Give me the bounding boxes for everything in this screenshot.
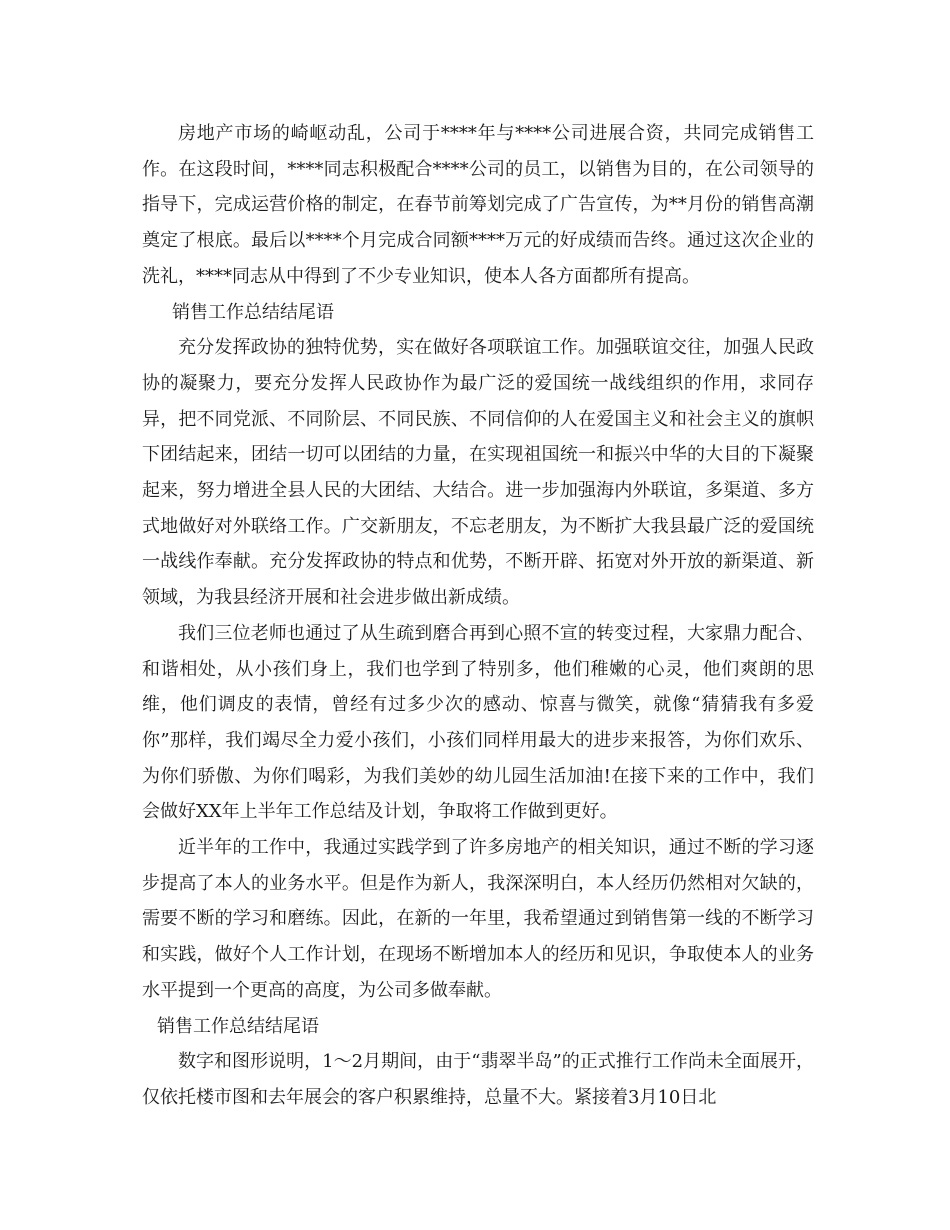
paragraph-1: 房地产市场的崎岖动乱，公司于****年与****公司进展合资，共同完成销售工作。在这段时间，****同志积极配合****公司的员工，以销售为目的，在公司领导的指导下，完成运营价格的制定，在春节前筹划完成了广告宣传，为**月份的销售高潮奠定了根底。最后以****个月完成合同额****万元的好成绩而告终。通过这次企业的洗礼，****同志从中得到了不少专业知识，使本人各方面都所有提高。 <box>142 123 814 287</box>
paragraph-3: 我们三位老师也通过了从生疏到磨合再到心照不宣的转变过程，大家鼎力配合、和谐相处，从小孩们身上，我们也学到了特别多，他们稚嫩的心灵，他们爽朗的思维，他们调皮的表情，曾经有过多少次的感动、惊喜与微笑，就像“猜猜我有多爱你”那样，我们竭尽全力爱小孩们，小孩们同样用最大的进步来报答，为你们欢乐、为你们骄傲、为你们喝彩，为我们美妙的幼儿园生活加油!在接下来的工作中，我们会做好XX年上半年工作总结及计划，争取将工作做到更好。 <box>142 622 814 823</box>
section-heading-1: 销售工作总结结尾语 <box>172 301 334 323</box>
section-heading-2: 销售工作总结结尾语 <box>157 1015 319 1037</box>
paragraph-4: 近半年的工作中，我通过实践学到了许多房地产的相关知识，通过不断的学习逐步提高了本人的业务水平。但是作为新人，我深深明白，本人经历仍然相对欠缺的，需要不断的学习和磨练。因此，在新的一年里，我希望通过到销售第一线的不断学习和实践，做好个人工作计划，在现场不断增加本人的经历和见识，争取使本人的业务水平提到一个更高的高度，为公司多做奉献。 <box>142 837 814 1001</box>
paragraph-5: 数字和图形说明，1～2月期间，由于“翡翠半岛”的正式推行工作尚未全面展开，仅依托楼市图和去年展会的客户积累维持，总量不大。紧接着3月10日北 <box>142 1051 814 1108</box>
document-page <box>142 116 814 1116</box>
paragraph-2: 充分发挥政协的独特优势，实在做好各项联谊工作。加强联谊交往，加强人民政协的凝聚力，要充分发挥人民政协作为最广泛的爱国统一战线组织的作用，求同存异，把不同党派、不同阶层、不同民族、不同信仰的人在爱国主义和社会主义的旗帜下团结起来，团结一切可以团结的力量，在实现祖国统一和振兴中华的大目的下凝聚起来，努力增进全县人民的大团结、大结合。进一步加强海内外联谊，多渠道、多方式地做好对外联络工作。广交新朋友，不忘老朋友，为不断扩大我县最广泛的爱国统一战线作奉献。充分发挥政协的特点和优势，不断开辟、拓宽对外开放的新渠道、新领域，为我县经济开展和社会进步做出新成绩。 <box>142 337 814 609</box>
